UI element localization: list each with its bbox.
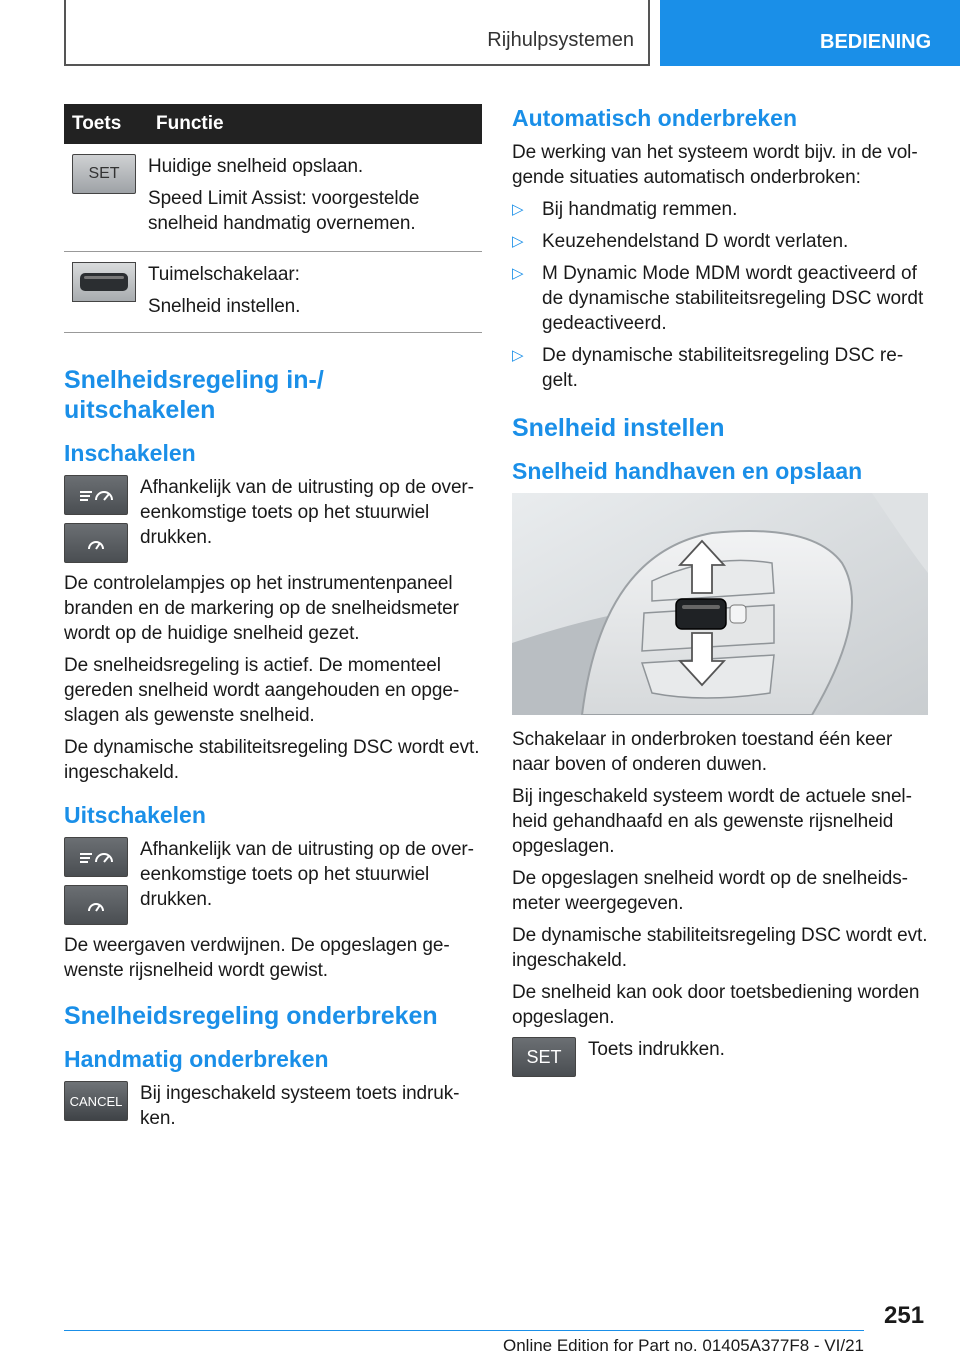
table-cell-text: Speed Limit Assist: voorgestelde snelheid handmatig overnemen. (148, 188, 420, 234)
table-header-function: Functie (148, 104, 482, 144)
paragraph: De opgeslagen snelheid wordt op de snelheidsmeter weergegeven. (512, 868, 908, 914)
header-chapter-tab (660, 0, 960, 66)
header-chapter-label: BEDIENING (820, 31, 932, 53)
heading-switch-on: Inschakelen (64, 440, 196, 466)
switch-on-instruction: Afhankelijk van de uitrusting op de overeenkomstige toets op het stuurwiel drukken. (140, 477, 474, 548)
heading-keep-store-speed: Snelheid handhaven en opslaan (512, 458, 863, 484)
heading-auto-interrupt: Automatisch onderbreken (512, 105, 797, 131)
list-item: ▷ Bij handmatig remmen. (512, 197, 930, 222)
heading-interrupt: Snelheidsregeling onderbreken (64, 1002, 438, 1030)
paragraph: De snelheidsregeling is actief. De momenteel gereden snelheid wordt aangehouden en opgeslagen als gewenste snelheid. (64, 655, 460, 726)
speed-limiter-icon (64, 523, 128, 563)
paragraph: Schakelaar in onderbroken toestand één keer naar boven of onderen duwen. (512, 729, 893, 775)
paragraph: De dynamische stabiliteitsregeling DSC wordt evt. ingeschakeld. (512, 925, 928, 971)
table-cell-text: Snelheid instellen. (148, 296, 301, 317)
heading-set-speed: Snelheid instellen (512, 414, 725, 442)
cruise-control-icon (64, 837, 128, 877)
header-section-title: Rijhulpsystemen (487, 29, 634, 51)
footer-divider (64, 1330, 864, 1331)
auto-interrupt-list (512, 197, 930, 393)
list-item: ▷ De dynamische stabiliteitsregeling DSC regelt. (512, 343, 930, 393)
table-header-row (64, 104, 482, 144)
cancel-key-icon: CANCEL (64, 1081, 128, 1121)
paragraph: Bij ingeschakeld systeem wordt de actuele snelheid gehandhaafd en als gewenste rijsnelheid opgeslagen. (512, 786, 912, 857)
heading-switch-off: Uitschakelen (64, 802, 206, 828)
rocker-switch-icon (72, 262, 136, 302)
table-cell-text: Tuimelschakelaar: (148, 264, 300, 285)
list-item: ▷ Keuzehendelstand D wordt verlaten. (512, 229, 930, 254)
table-cell-text: Huidige snelheid opslaan. (148, 156, 364, 177)
paragraph: De controlelampjes op het instrumentenpaneel branden en de markering op de snelheidsmeter wordt op de huidige snelheid gezet. (64, 573, 459, 644)
steering-wheel-rocker-photo (512, 493, 928, 715)
table-row (64, 252, 482, 333)
set-key-icon: SET (512, 1037, 576, 1077)
switch-off-instruction: Afhankelijk van de uitrusting op de overeenkomstige toets op het stuurwiel drukken. (140, 839, 474, 910)
key-function-table (64, 104, 482, 333)
set-key-icon: SET (72, 154, 136, 194)
paragraph: De weergaven verdwijnen. De opgeslagen gewenste rijsnelheid wordt gewist. (64, 935, 450, 981)
heading-speed-control-on-off: Snelheidsregeling in-/ uitschakelen (64, 366, 324, 424)
heading-manual-interrupt: Handmatig onderbreken (64, 1046, 329, 1072)
set-key-instruction: Toets indrukken. (588, 1039, 725, 1060)
footer-edition: Online Edition for Part no. 01405A377F8 - VI/21 (502, 1336, 864, 1355)
speed-limiter-icon (64, 885, 128, 925)
list-item: ▷ M Dynamic Mode MDM wordt geactiveerd of de dynamische stabiliteitsregeling DSC wordt gedeactiveerd. (512, 261, 930, 336)
header-section-box (64, 0, 650, 66)
right-column (512, 104, 930, 1085)
page-number: 251 (884, 1302, 925, 1329)
table-row (64, 144, 482, 252)
left-column (64, 104, 482, 1146)
manual-interrupt-instruction: Bij ingeschakeld systeem toets indrukken. (140, 1083, 460, 1129)
paragraph: De snelheid kan ook door toetsbediening worden opgeslagen. (512, 982, 920, 1028)
table-header-key: Toets (64, 104, 148, 144)
paragraph: De dynamische stabiliteitsregeling DSC wordt evt. ingeschakeld. (64, 737, 480, 783)
paragraph: De werking van het systeem wordt bijv. in de volgende situaties automatisch onderbroken: (512, 142, 918, 188)
cruise-control-icon (64, 475, 128, 515)
